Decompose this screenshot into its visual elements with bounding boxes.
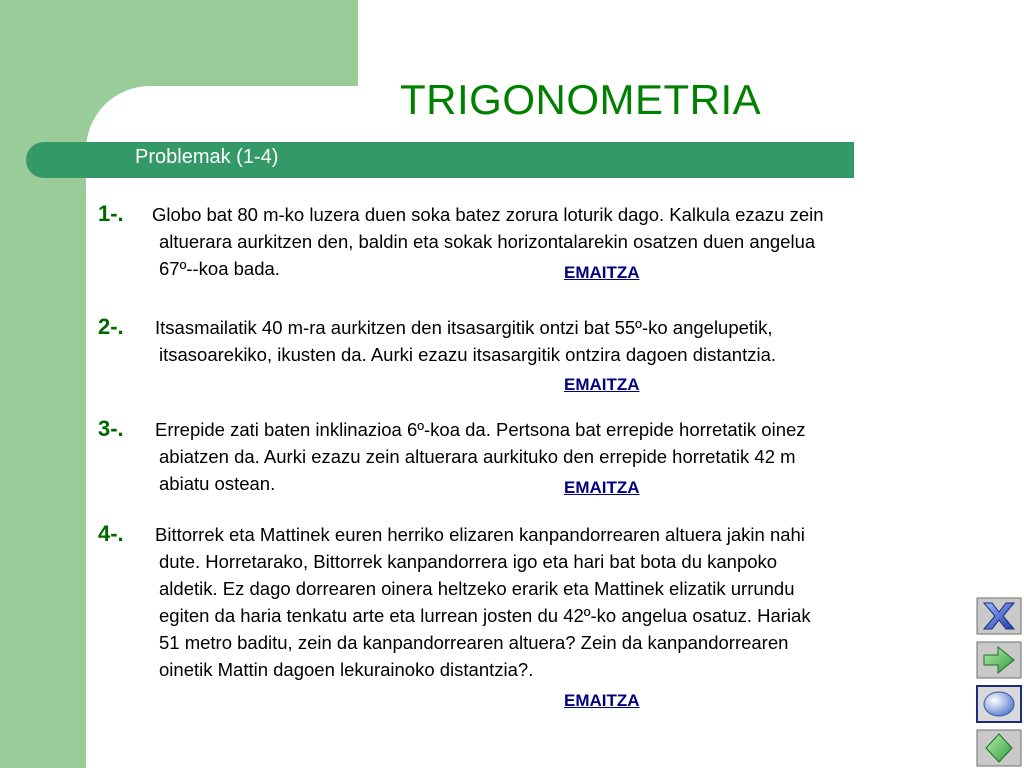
problem-line: dute. Horretarako, Bittorrek kanpandorrera igo eta hari bat bota du kanpoko (159, 551, 778, 572)
back-button[interactable] (976, 729, 1022, 767)
problem-line: Bittorrek eta Mattinek euren herriko elizaren kanpandorrearen altuera jakin nahi (155, 524, 805, 545)
problem-line: egiten da haria tenkatu arte eta lurrean josten du 42º-ko angelua osatuz. Hariak (159, 605, 811, 626)
problem-line: itsasoarekiko, ikusten da. Aurki ezazu itsasargitik ontzira dagoen distantzia. (159, 344, 776, 365)
forward-arrow-icon (976, 641, 1022, 679)
slide-subtitle: Problemak (1-4) (135, 146, 279, 168)
problem-line: oinetik Mattin dagoen lekurainoko distantzia?. (159, 659, 534, 680)
close-x-icon (976, 597, 1022, 635)
problem-line: abiatu ostean. (159, 473, 276, 494)
problem-line: 67º--koa bada. (159, 258, 280, 279)
problem-line: aldetik. Ez dago dorrearen oinera heltzeko erarik eta Mattinek elizatik urrundu (159, 578, 795, 599)
problem-line: Errepide zati baten inklinazioa 6º-koa da. Pertsona bat errepide horretatik oinez (155, 419, 806, 440)
home-circle-icon (976, 685, 1022, 723)
next-button[interactable] (976, 641, 1022, 679)
problem-number: 1-. (98, 201, 124, 226)
problem-number: 2-. (98, 314, 124, 339)
problem-number: 4-. (98, 521, 124, 546)
problem-line: Globo bat 80 m-ko luzera duen soka batez zorura loturik dago. Kalkula ezazu zein (152, 204, 824, 225)
back-arrow-icon (976, 729, 1022, 767)
emaitza-link-1[interactable]: EMAITZA (564, 263, 640, 282)
emaitza-link-2[interactable]: EMAITZA (564, 375, 640, 394)
problem-line: Itsasmailatik 40 m-ra aurkitzen den itsasargitik ontzi bat 55º-ko angelupetik, (155, 317, 773, 338)
problem-2 (98, 314, 978, 394)
problem-line: 51 metro baditu, zein da kanpandorrearen altuera? Zein da kanpandorrearen (159, 632, 789, 653)
problem-line: abiatzen da. Aurki ezazu zein altuerara aurkituko den errepide horretatik 42 m (159, 446, 796, 467)
slide-title: TRIGONOMETRIA (400, 76, 762, 123)
emaitza-link-4[interactable]: EMAITZA (564, 691, 640, 710)
emaitza-link-3[interactable]: EMAITZA (564, 478, 640, 497)
problem-1 (98, 201, 978, 282)
problem-4 (98, 521, 978, 710)
problem-number: 3-. (98, 416, 124, 441)
problem-3 (98, 416, 978, 497)
problem-line: altuerara aurkitzen den, baldin eta sokak horizontalarekin osatzen duen angelua (159, 231, 816, 252)
home-button[interactable] (976, 685, 1022, 723)
close-button[interactable] (976, 597, 1022, 635)
